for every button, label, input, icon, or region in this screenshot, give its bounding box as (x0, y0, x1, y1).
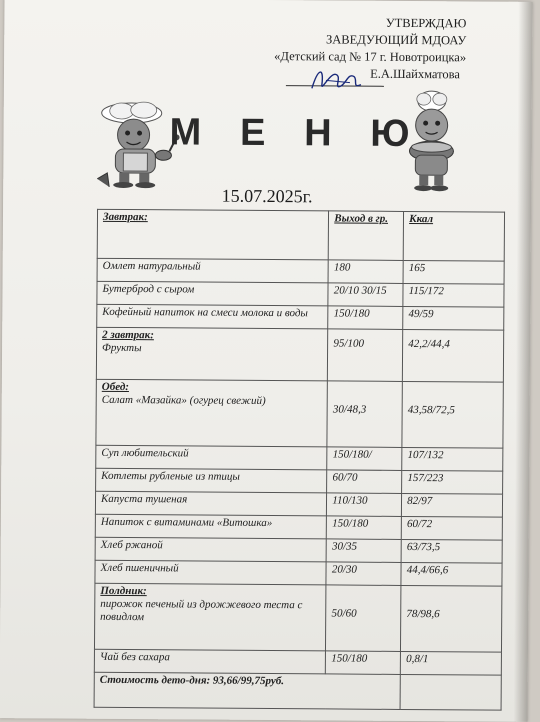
table-row (96, 445, 503, 471)
dish-yield: 150/180 (327, 516, 402, 540)
empty-cell (400, 674, 501, 710)
header-kcal: Ккал (409, 212, 434, 226)
dish-kcal: 44,4/66,6 (401, 562, 502, 586)
dish-kcal: 42,2/44,4 (403, 329, 504, 382)
dish-yield: 60/70 (327, 470, 402, 494)
table-row (97, 281, 504, 307)
dish-yield: 150/180/ (327, 447, 402, 471)
dish-kcal: 157/223 (402, 470, 503, 494)
dish-yield: 180 (328, 260, 403, 284)
approval-line-2: ЗАВЕДУЮЩИЙ МДОАУ (325, 32, 467, 48)
dish-name: Салат «Мазайка» (огурец свежий) (101, 393, 266, 407)
dish-name: Капуста тушеная (95, 491, 326, 516)
table-header-row (97, 209, 504, 261)
menu-table (94, 209, 505, 711)
dish-name: Фрукты (102, 341, 142, 355)
dish-name: пирожок печеный из дрожжевого теста с повидлом (100, 597, 303, 624)
dish-kcal: 43,58/72,5 (402, 381, 503, 448)
table-row-total (94, 672, 501, 710)
dish-kcal: 115/172 (403, 283, 504, 307)
dish-kcal: 49/59 (403, 306, 504, 330)
page-edge-shadow (513, 2, 532, 722)
dish-kcal: 107/132 (402, 447, 503, 471)
dish-yield: 150/180 (326, 651, 401, 675)
menu-date: 15.07.2025г. (221, 185, 313, 207)
dish-kcal: 0,8/1 (400, 651, 501, 675)
dish-yield: 20/30 (326, 562, 401, 586)
title-letter-4: Ю (370, 112, 410, 155)
dish-yield: 50/60 (326, 585, 401, 652)
dish-yield: 20/10 30/15 (328, 283, 403, 307)
table-row-lunch (96, 379, 503, 448)
meal-label-snack: Полдник: (100, 584, 147, 598)
day-cost: Стоимость дето-дня: 93,66/99,75руб. (94, 672, 400, 709)
table-row (96, 468, 503, 494)
signature-icon (306, 62, 366, 96)
dish-yield: 110/130 (327, 493, 402, 517)
table-row (95, 560, 502, 586)
meal-label-breakfast: Завтрак: (102, 210, 148, 224)
dish-yield: 30/48,3 (327, 381, 402, 448)
dish-name: Хлеб пшеничный (95, 560, 326, 585)
dish-kcal: 78/98,6 (401, 585, 502, 652)
dish-yield: 150/180 (328, 306, 403, 330)
approval-signer: Е.А.Шайхматова (370, 66, 461, 82)
table-row (95, 514, 502, 540)
header-yield: Выход в гр. (334, 212, 389, 225)
chef-girl-illustration-right (391, 89, 472, 195)
meal-label-second-breakfast: 2 завтрак: (102, 328, 154, 342)
dish-name: Хлеб ржаной (95, 537, 326, 562)
dish-kcal: 60/72 (401, 516, 502, 540)
menu-title (169, 110, 409, 156)
dish-kcal: 82/97 (402, 493, 503, 517)
table-row (95, 537, 502, 563)
table-row (97, 304, 504, 330)
dish-kcal: 63/73,5 (401, 539, 502, 563)
dish-name: Кофейный напиток на смеси молока и воды (97, 304, 328, 329)
dish-yield: 95/100 (328, 329, 403, 382)
dish-name: Бутерброд с сыром (97, 281, 328, 306)
dish-name: Напиток с витаминами «Витошка» (95, 514, 326, 539)
approval-line-1: УТВЕРЖДАЮ (385, 15, 467, 31)
dish-name: Суп любительский (96, 445, 327, 470)
table-row (97, 258, 504, 284)
approval-line-3: «Детский сад № 17 г. Новотроицка» (274, 49, 467, 65)
table-row-snack (94, 583, 501, 652)
title-letter-3: Н (304, 111, 332, 154)
dish-name: Чай без сахара (94, 649, 325, 674)
title-letter-1: М (169, 110, 202, 154)
table-row (95, 491, 502, 517)
table-row (94, 649, 501, 675)
dish-name: Омлет натуральный (97, 258, 328, 283)
title-letter-2: Е (239, 111, 266, 154)
meal-label-lunch: Обед: (101, 380, 130, 394)
dish-yield: 30/35 (326, 539, 401, 563)
dish-kcal: 165 (403, 260, 504, 284)
dish-name: Котлеты рубленые из птицы (96, 468, 327, 493)
table-row-second-breakfast (96, 327, 503, 382)
